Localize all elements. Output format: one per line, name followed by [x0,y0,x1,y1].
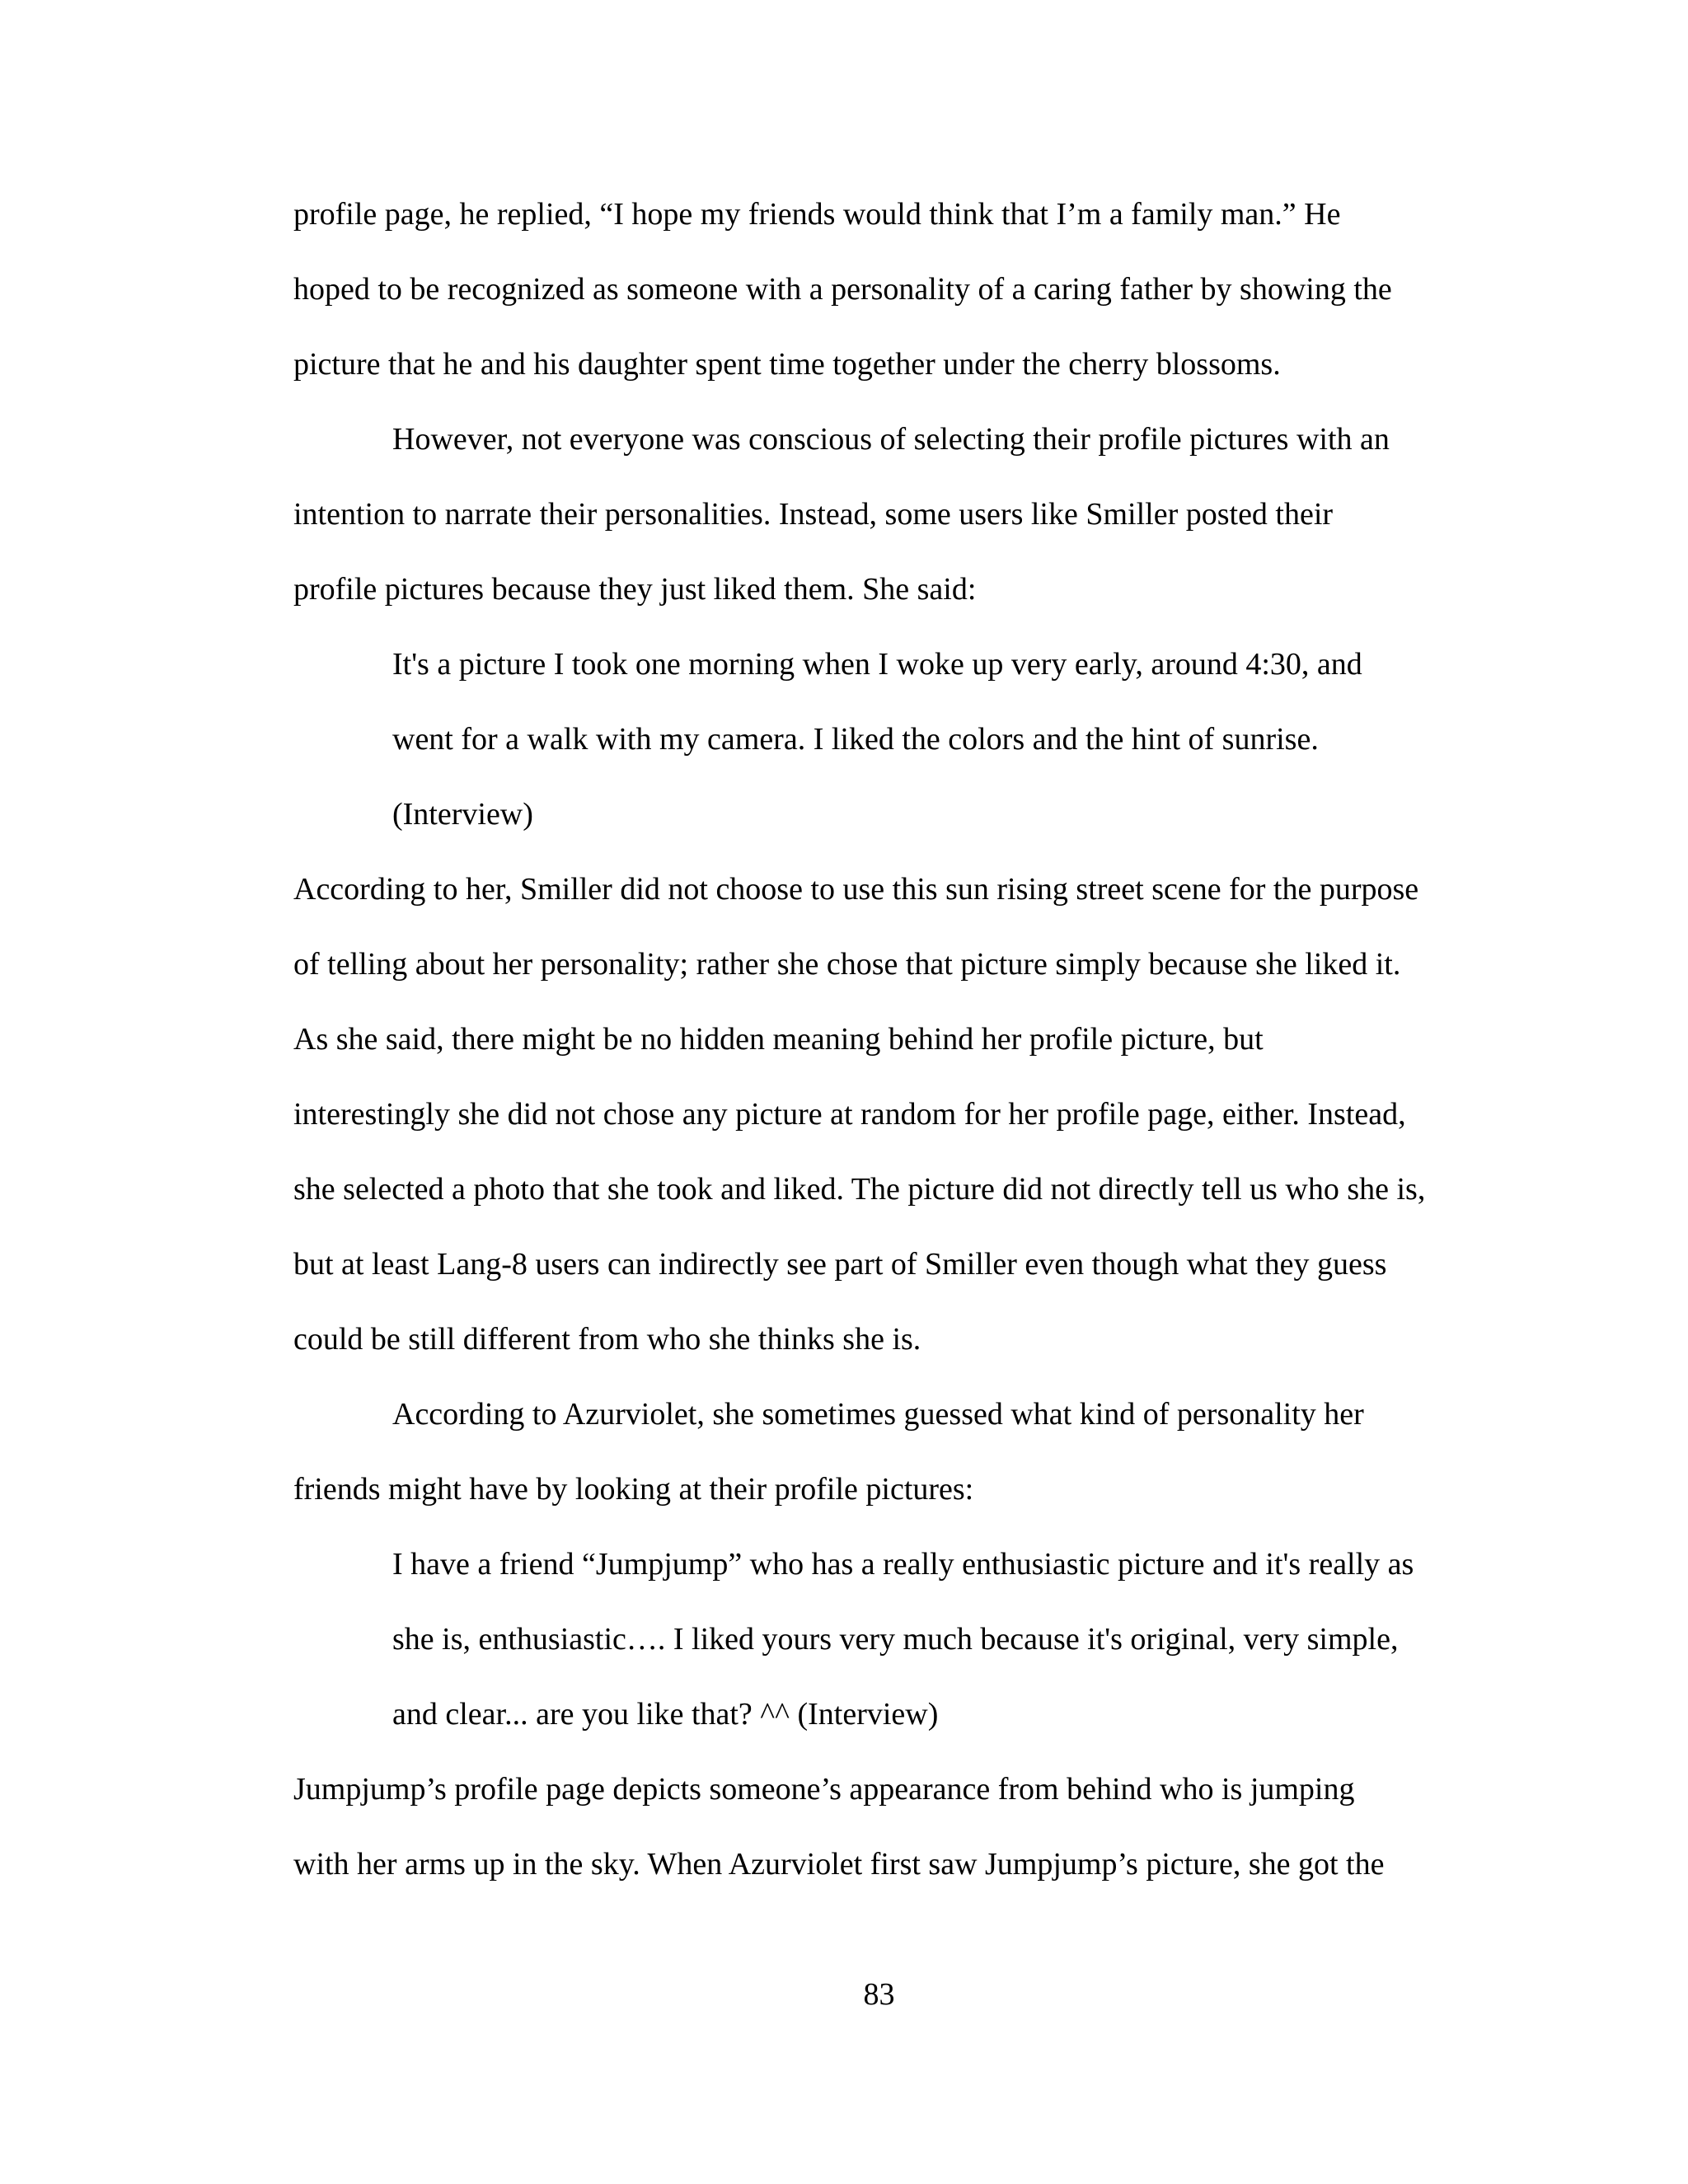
block-quote-line: (Interview) [392,797,533,832]
text-line: Jumpjump’s profile page depicts someone’s appearance from behind who is jumping [293,1772,1355,1807]
text-line: According to her, Smiller did not choose to use this sun rising street scene for the purpose [293,872,1419,907]
text-line: profile page, he replied, “I hope my friends would think that I’m a family man.” He [293,197,1341,232]
text-line: friends might have by looking at their profile pictures: [293,1472,974,1507]
text-line: could be still different from who she thinks she is. [293,1322,921,1357]
paragraph-first-line: According to Azurviolet, she sometimes guessed what kind of personality her [392,1397,1364,1432]
block-quote-line: and clear... are you like that? ^^ (Interview) [392,1697,939,1732]
block-quote-line: I have a friend “Jumpjump” who has a really enthusiastic picture and it's really as [392,1547,1414,1582]
paragraph-first-line: However, not everyone was conscious of selecting their profile pictures with an [392,422,1390,457]
text-line: with her arms up in the sky. When Azurviolet first saw Jumpjump’s picture, she got the [293,1847,1385,1882]
text-line: interestingly she did not chose any picture at random for her profile page, either. Instead, [293,1097,1406,1132]
text-line: but at least Lang-8 users can indirectly see part of Smiller even though what they guess [293,1247,1387,1282]
block-quote-line: went for a walk with my camera. I liked the colors and the hint of sunrise. [392,722,1319,757]
text-line: she selected a photo that she took and liked. The picture did not directly tell us who she is, [293,1172,1426,1207]
text-line: picture that he and his daughter spent time together under the cherry blossoms. [293,347,1281,382]
text-line: intention to narrate their personalities. Instead, some users like Smiller posted their [293,497,1334,532]
text-line: profile pictures because they just liked them. She said: [293,572,977,607]
page-number: 83 [863,1977,895,2012]
text-line: of telling about her personality; rather she chose that picture simply because she liked it. [293,947,1401,982]
text-line: As she said, there might be no hidden meaning behind her profile picture, but [293,1022,1264,1057]
block-quote-line: she is, enthusiastic…. I liked yours very much because it's original, very simple, [392,1622,1399,1657]
block-quote-line: It's a picture I took one morning when I woke up very early, around 4:30, and [392,647,1362,682]
text-line: hoped to be recognized as someone with a personality of a caring father by showing the [293,272,1392,307]
